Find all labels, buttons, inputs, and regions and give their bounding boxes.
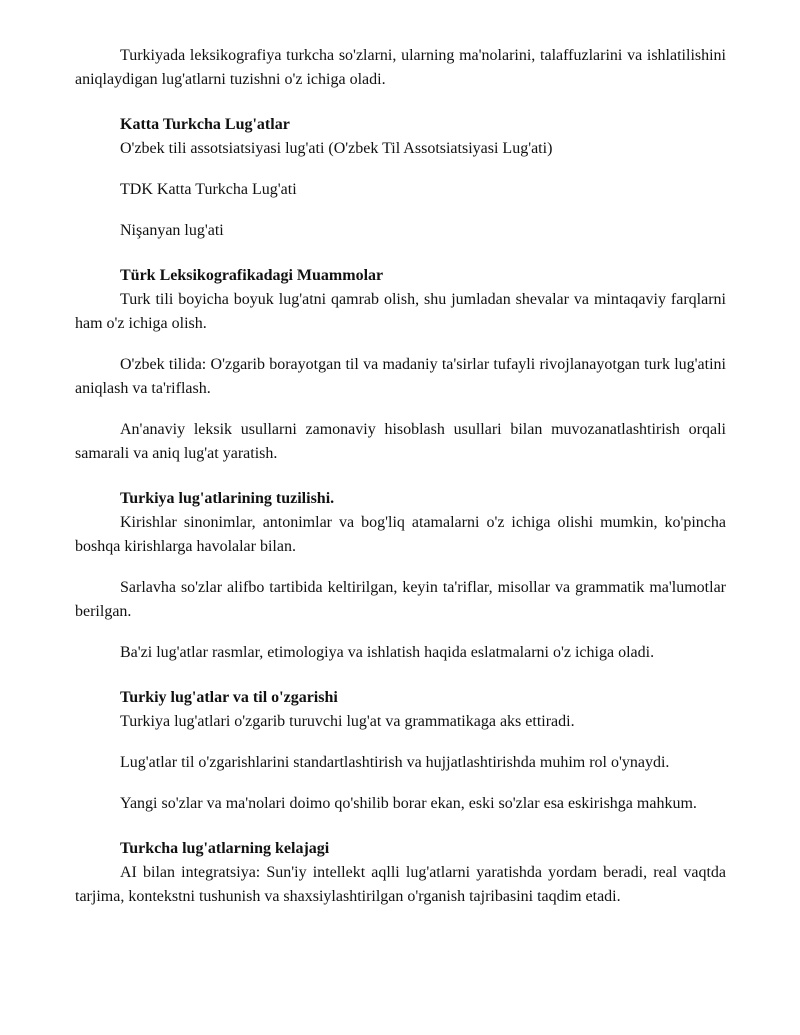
section-paragraph: Turk tili boyicha boyuk lug'atni qamrab olish, shu jumladan shevalar va mintaqaviy farqlarni ham o'z ichiga olish. bbox=[75, 291, 726, 332]
dictionary-item: Nişanyan lug'ati bbox=[120, 222, 224, 239]
section-heading-language-change: Turkiy lug'atlar va til o'zgarishi bbox=[120, 689, 338, 706]
section-heading-structure: Turkiya lug'atlarining tuzilishi. bbox=[120, 490, 335, 507]
dictionary-item: TDK Katta Turkcha Lug'ati bbox=[120, 181, 297, 198]
section-paragraph: AI bilan integratsiya: Sun'iy intellekt aqlli lug'atlarni yaratishda yordam beradi, real vaqtda tarjima, kontekstni tushunish va shaxsiylashtirilgan o'rganish tajribasini taqdim etadi. bbox=[75, 864, 726, 905]
section-paragraph: O'zbek tilida: O'zgarib borayotgan til va madaniy ta'sirlar tufayli rivojlanayotgan turk lug'atini aniqlash va ta'riflash. bbox=[75, 356, 726, 397]
section-paragraph: Turkiya lug'atlari o'zgarib turuvchi lug'at va grammatikaga aks ettiradi. bbox=[120, 713, 575, 730]
section-paragraph: Ba'zi lug'atlar rasmlar, etimologiya va ishlatish haqida eslatmalarni o'z ichiga oladi. bbox=[120, 644, 655, 661]
section-heading-future: Turkcha lug'atlarning kelajagi bbox=[120, 840, 330, 857]
section-paragraph: An'anaviy leksik usullarni zamonaviy hisoblash usullari bilan muvozanatlashtirish orqali samarali va aniq lug'at yaratish. bbox=[75, 421, 726, 462]
dictionary-item: O'zbek tili assotsiatsiyasi lug'ati (O'zbek Til Assotsiatsiyasi Lug'ati) bbox=[120, 140, 553, 157]
section-paragraph: Lug'atlar til o'zgarishlarini standartlashtirish va hujjatlashtirishda muhim rol o'ynaydi. bbox=[120, 754, 670, 771]
section-paragraph: Yangi so'zlar va ma'nolari doimo qo'shilib borar ekan, eski so'zlar esa eskirishga mahkum. bbox=[120, 795, 697, 812]
section-paragraph: Sarlavha so'zlar alifbo tartibida keltirilgan, keyin ta'riflar, misollar va grammatik ma'lumotlar berilgan. bbox=[75, 579, 726, 620]
section-heading-major-dictionaries: Katta Turkcha Lug'atlar bbox=[120, 116, 290, 133]
section-paragraph: Kirishlar sinonimlar, antonimlar va bog'liq atamalarni o'z ichiga olishi mumkin, ko'pincha boshqa kirishlarga havolalar bilan. bbox=[75, 514, 726, 555]
section-heading-problems: Türk Leksikografikadagi Muammolar bbox=[120, 267, 384, 284]
document-page bbox=[75, 44, 726, 909]
intro-paragraph: Turkiyada leksikografiya turkcha so'zlarni, ularning ma'nolarini, talaffuzlarini va ishlatilishini aniqlaydigan lug'atlarni tuzishni o'z ichiga oladi. bbox=[75, 47, 726, 88]
